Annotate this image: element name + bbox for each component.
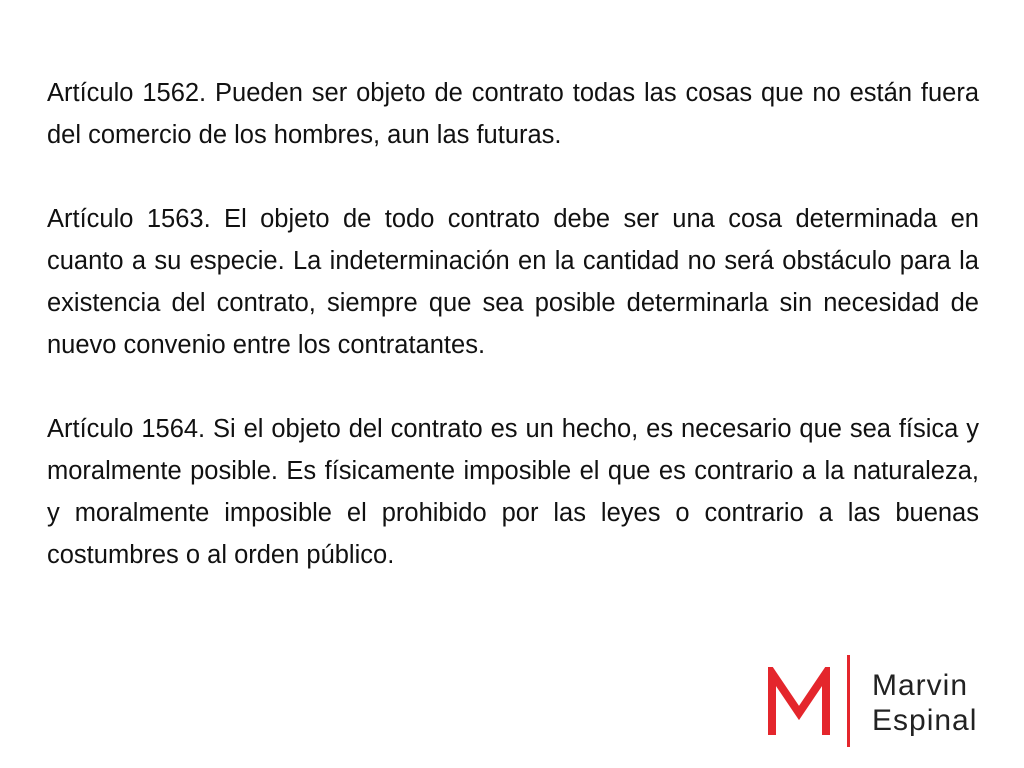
logo-divider bbox=[847, 655, 850, 747]
article-1562: Artículo 1562. Pueden ser objeto de contrato todas las cosas que no están fuera del comercio de los hombres, aun las futuras. bbox=[47, 79, 979, 149]
brand-logo bbox=[766, 655, 996, 747]
logo-first-name: Marvin bbox=[872, 669, 969, 702]
m-monogram-icon bbox=[766, 667, 832, 739]
article-1563: Artículo 1563. El objeto de todo contrato debe ser una cosa determinada en cuanto a su especie. La indeterminación en la cantidad no será obstáculo para la existencia del contrato, siempre que sea posible determinarla sin necesidad de nuevo convenio entre los contratantes. bbox=[47, 205, 979, 359]
articles-text bbox=[47, 72, 979, 618]
article-1564: Artículo 1564. Si el objeto del contrato es un hecho, es necesario que sea física y moralmente posible. Es físicamente imposible el que es contrario a la naturaleza, y moralmente imposible el prohibido por las leyes o contrario a las buenas costumbres o al orden público. bbox=[47, 415, 979, 569]
logo-last-name: Espinal bbox=[872, 704, 978, 737]
